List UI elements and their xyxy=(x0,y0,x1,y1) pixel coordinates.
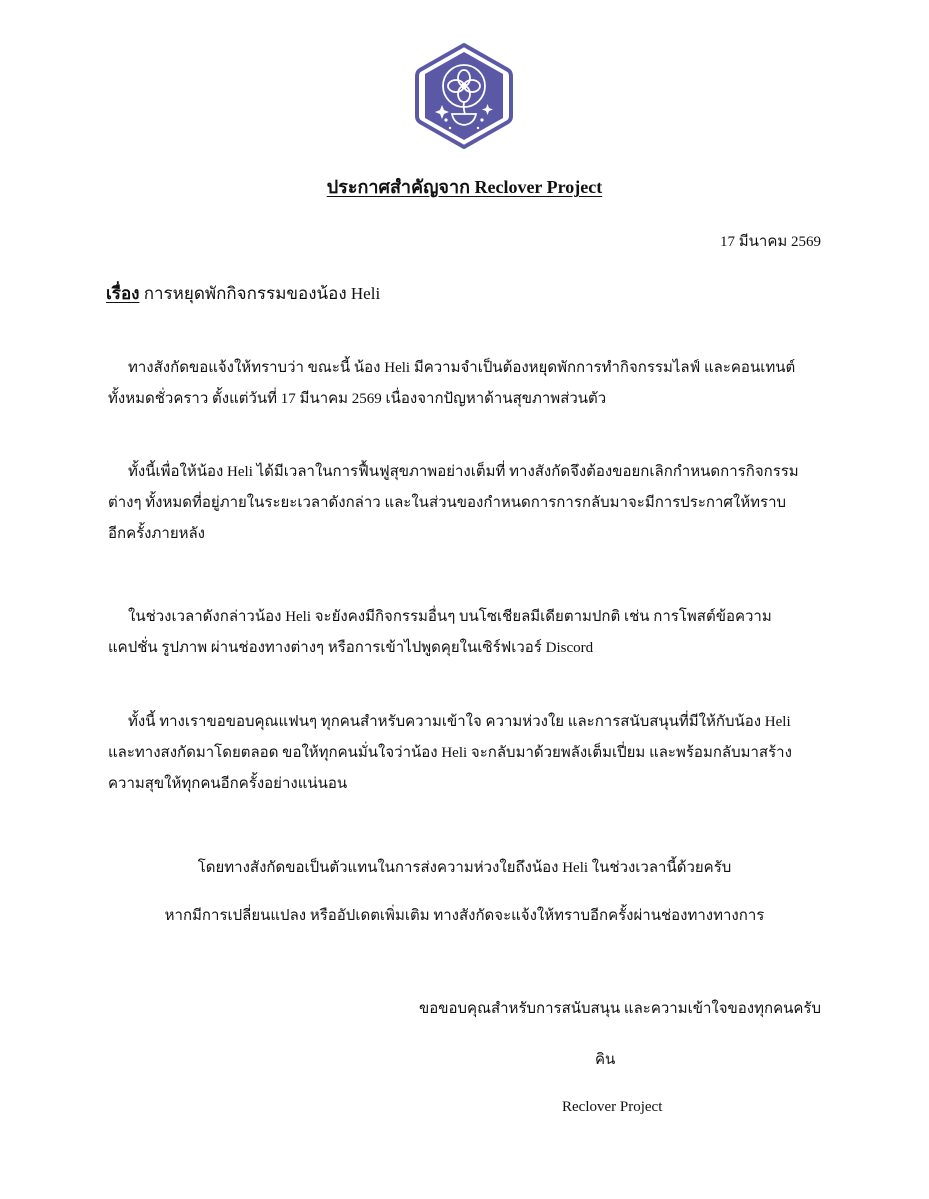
paragraph-line: และทางสงกัดมาโดยตลอด ขอให้ทุกคนมั่นใจว่าน้อง Heli จะกลับมาด้วยพลังเต็มเปี่ยม และพร้อมกลับมาสร้าง xyxy=(108,745,792,761)
subject-text: การหยุดพักกิจกรรมของน้อง Heli xyxy=(139,284,381,303)
paragraph-line: อีกครั้งภายหลัง xyxy=(108,526,206,542)
paragraph-3 xyxy=(108,602,828,664)
centered-line-1: โดยทางสังกัดขอเป็นตัวแทนในการส่งความห่วงใยถึงน้อง Heli ในช่วงเวลานี้ด้วยครับ xyxy=(197,860,732,876)
paragraph-line: ทั้งนี้เพื่อให้น้อง Heli ได้มีเวลาในการฟื้นฟูสุขภาพอย่างเต็มที่ ทางสังกัดจึงต้องขอยกเลิกกำหนดการกิจกรรม xyxy=(128,464,799,480)
paragraph-2 xyxy=(108,457,828,550)
signer-name: คิน xyxy=(595,1052,616,1068)
paragraph-line: ทั้งนี้ ทางเราขอขอบคุณแฟนๆ ทุกคนสำหรับความเข้าใจ ความห่วงใย และการสนับสนุนที่มีให้กับน้อง Heli xyxy=(128,714,791,730)
closing-thanks: ขอขอบคุณสำหรับการสนับสนุน และความเข้าใจของทุกคนครับ xyxy=(418,1001,821,1017)
announcement-title: ประกาศสำคัญจาก Reclover Project xyxy=(326,177,603,197)
paragraph-line: ทั้งหมดชั่วคราว ตั้งแต่วันที่ 17 มีนาคม 2569 เนื่องจากปัญหาด้านสุขภาพส่วนตัว xyxy=(108,391,607,407)
paragraph-line: ทางสังกัดขอแจ้งให้ทราบว่า ขณะนี้ น้อง Heli มีความจำเป็นต้องหยุดพักการทำกิจกรรมไลฟ์ และคอนเทนต์ xyxy=(128,360,796,376)
paragraph-line: แคปชั่น รูปภาพ ผ่านช่องทางต่างๆ หรือการเข้าไปพูดคุยในเซิร์ฟเวอร์ Discord xyxy=(108,640,594,656)
subject-label: เรื่อง xyxy=(106,284,140,303)
paragraph-1 xyxy=(108,353,828,415)
centered-line-2: หากมีการเปลี่ยนแปลง หรืออัปเดตเพิ่มเติม ทางสังกัดจะแจ้งให้ทราบอีกครั้งผ่านช่องทางทางการ xyxy=(164,908,765,924)
announcement-date: 17 มีนาคม 2569 xyxy=(720,234,821,250)
reclover-project-logo xyxy=(410,42,518,150)
paragraph-line: ความสุขให้ทุกคนอีกครั้งอย่างแน่นอน xyxy=(108,776,348,792)
clover-seal-icon xyxy=(410,42,518,150)
paragraph-4 xyxy=(108,707,828,800)
organization-name: Reclover Project xyxy=(562,1099,663,1115)
paragraph-line: ต่างๆ ทั้งหมดที่อยู่ภายในระยะเวลาดังกล่าว และในส่วนของกำหนดการการกลับมาจะมีการประกาศให้ทราบ xyxy=(108,495,787,511)
paragraph-line: ในช่วงเวลาดังกล่าวน้อง Heli จะยังคงมีกิจกรรมอื่นๆ บนโซเชียลมีเดียตามปกติ เช่น การโพสต์ข้อความ xyxy=(128,609,772,625)
subject-line xyxy=(106,280,380,307)
